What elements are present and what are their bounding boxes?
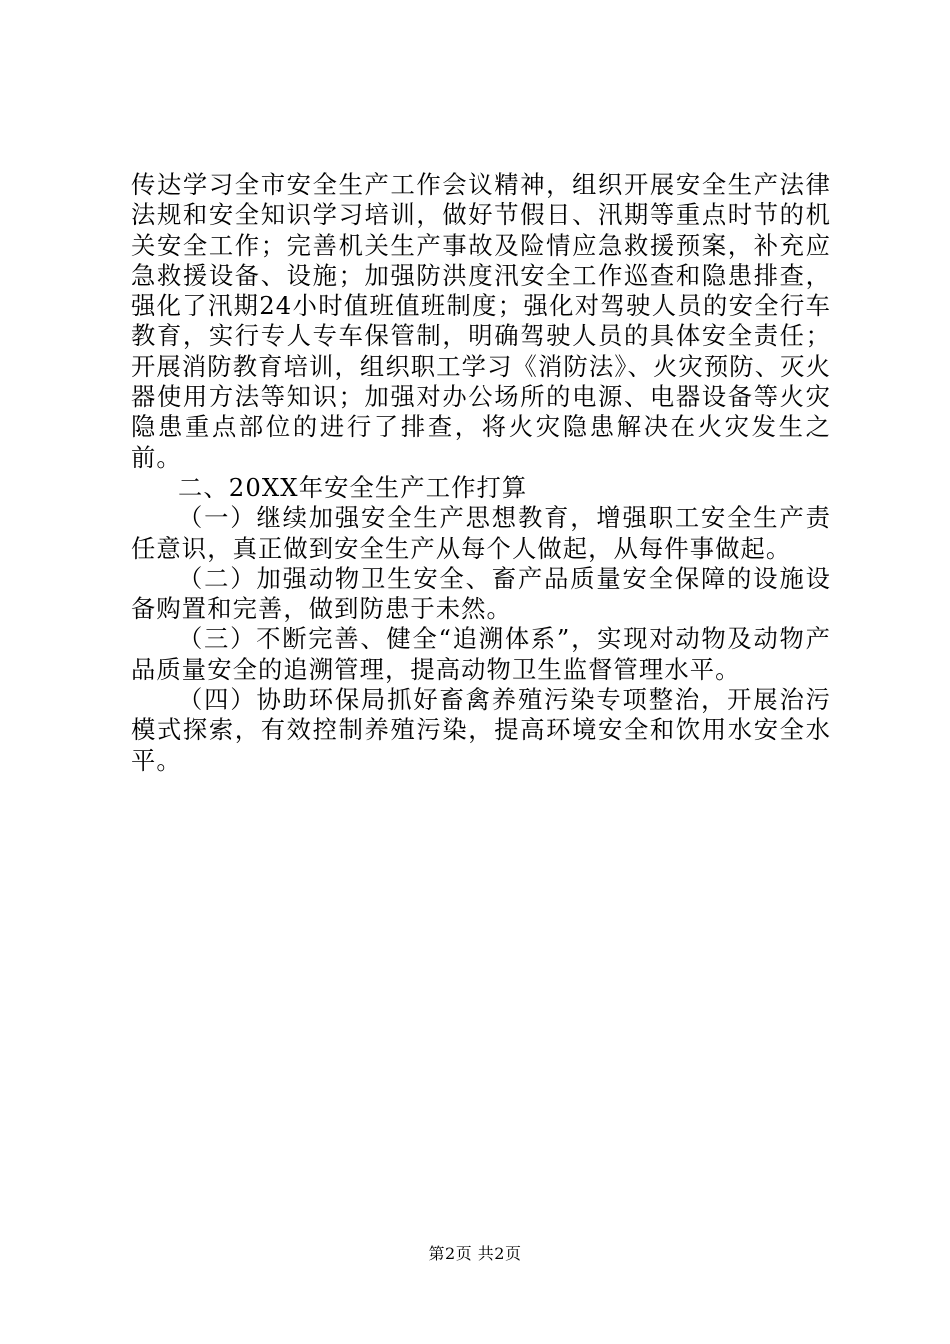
plan-item-4: （四）协助环保局抓好畜禽养殖污染专项整治，开展治污模式探索，有效控制养殖污染，提高环境安全和饮用水安全水平。 [131, 685, 831, 775]
page-footer [0, 1244, 950, 1264]
continued-paragraph: 传达学习全市安全生产工作会议精神，组织开展安全生产法律法规和安全知识学习培训，做好节假日、汛期等重点时节的机关安全工作；完善机关生产事故及险情应急救援预案，补充应急救援设备、设施；加强防洪度汛安全工作巡查和隐患排查，强化了汛期24小时值班值班制度；强化对驾驶人员的安全行车教育，实行专人专车保管制，明确驾驶人员的具体安全责任；开展消防教育培训，组织职工学习《消防法》、火灾预防、灭火器使用方法等知识；加强对办公场所的电源、电器设备等火灾隐患重点部位的进行了排查，将火灾隐患解决在火灾发生之前。 [131, 170, 831, 472]
page-number-label: 第2页 共2页 [428, 1244, 522, 1263]
plan-item-2: （二）加强动物卫生安全、畜产品质量安全保障的设施设备购置和完善，做到防患于未然。 [131, 563, 831, 624]
document-body [131, 170, 831, 776]
section-heading: 二、20XX年安全生产工作打算 [178, 472, 528, 502]
plan-item-1: （一）继续加强安全生产思想教育，增强职工安全生产责任意识，真正做到安全生产从每个人做起，从每件事做起。 [131, 503, 831, 563]
plan-item-3: （三）不断完善、健全“追溯体系”，实现对动物及动物产品质量安全的追溯管理，提高动物卫生监督管理水平。 [131, 624, 831, 684]
